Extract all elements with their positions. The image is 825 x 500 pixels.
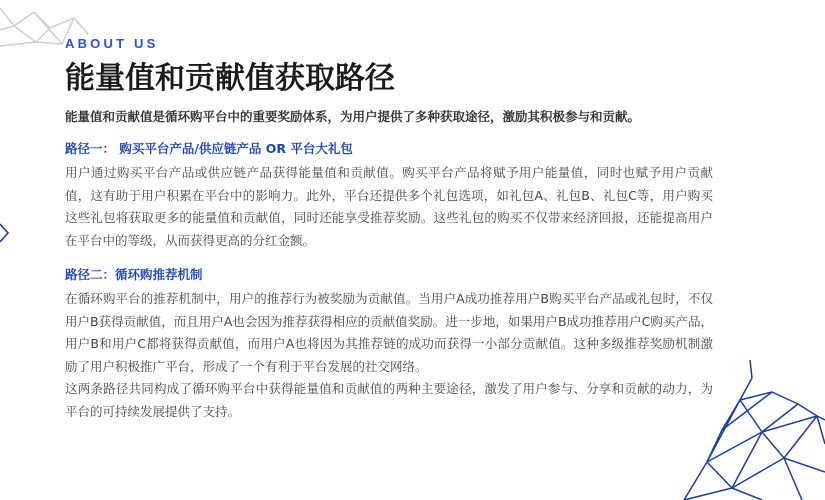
path-two-heading: 路径二：循环购推荐机制 [65, 267, 203, 282]
path-one-section [65, 140, 725, 252]
conclusion-paragraph: 这两条路径共同构成了循环购平台中获得能量值和贡献值的两种主要途径，激发了用户参与、分享和贡献的动力，为平台的可持续发展提供了支持。 [65, 381, 713, 419]
path-one-body: 用户通过购买平台产品或供应链产品获得能量值和贡献值。购买平台产品将赋予用户能量值，同时也赋予用户贡献值，这有助于用户积累在平台中的影响力。此外，平台还提供多个礼包选项，如礼包A、礼包B、礼包C等，用户购买这些礼包将获取更多的能量值和贡献值，同时还能享受推荐奖励。这些礼包的购买不仅带来经济回报，还能提高用户在平台中的等级，从而获得更高的分红金额。 [65, 165, 713, 248]
lead-summary: 能量值和贡献值是循环购平台中的重要奖励体系，为用户提供了多种获取途径，激励其积极参与和贡献。 [65, 109, 641, 124]
edge-line-mark [0, 222, 12, 244]
main-content [65, 36, 725, 423]
path-one-heading: 路径一： 购买平台产品/供应链产品 OR 平台大礼包 [65, 141, 353, 156]
path-two-body: 在循环购平台的推荐机制中，用户的推荐行为被奖励为贡献值。当用户A成功推荐用户B购买平台产品或礼包时，不仅用户B获得贡献值，而且用户A也会因为推荐获得相应的贡献值奖励。进一步地，如果用户B成功推荐用户C购买产品，用户B和用户C都将获得贡献值，而用户A也将因为其推荐链的成功而获得一小部分贡献值。这种多级推荐奖励机制激励了用户积极推广平台，形成了一个有利于平台发展的社交网络。 [65, 291, 713, 374]
page-title: 能量值和贡献值获取路径 [65, 61, 395, 96]
path-two-section [65, 266, 725, 423]
section-eyebrow: ABOUT US [65, 36, 159, 51]
